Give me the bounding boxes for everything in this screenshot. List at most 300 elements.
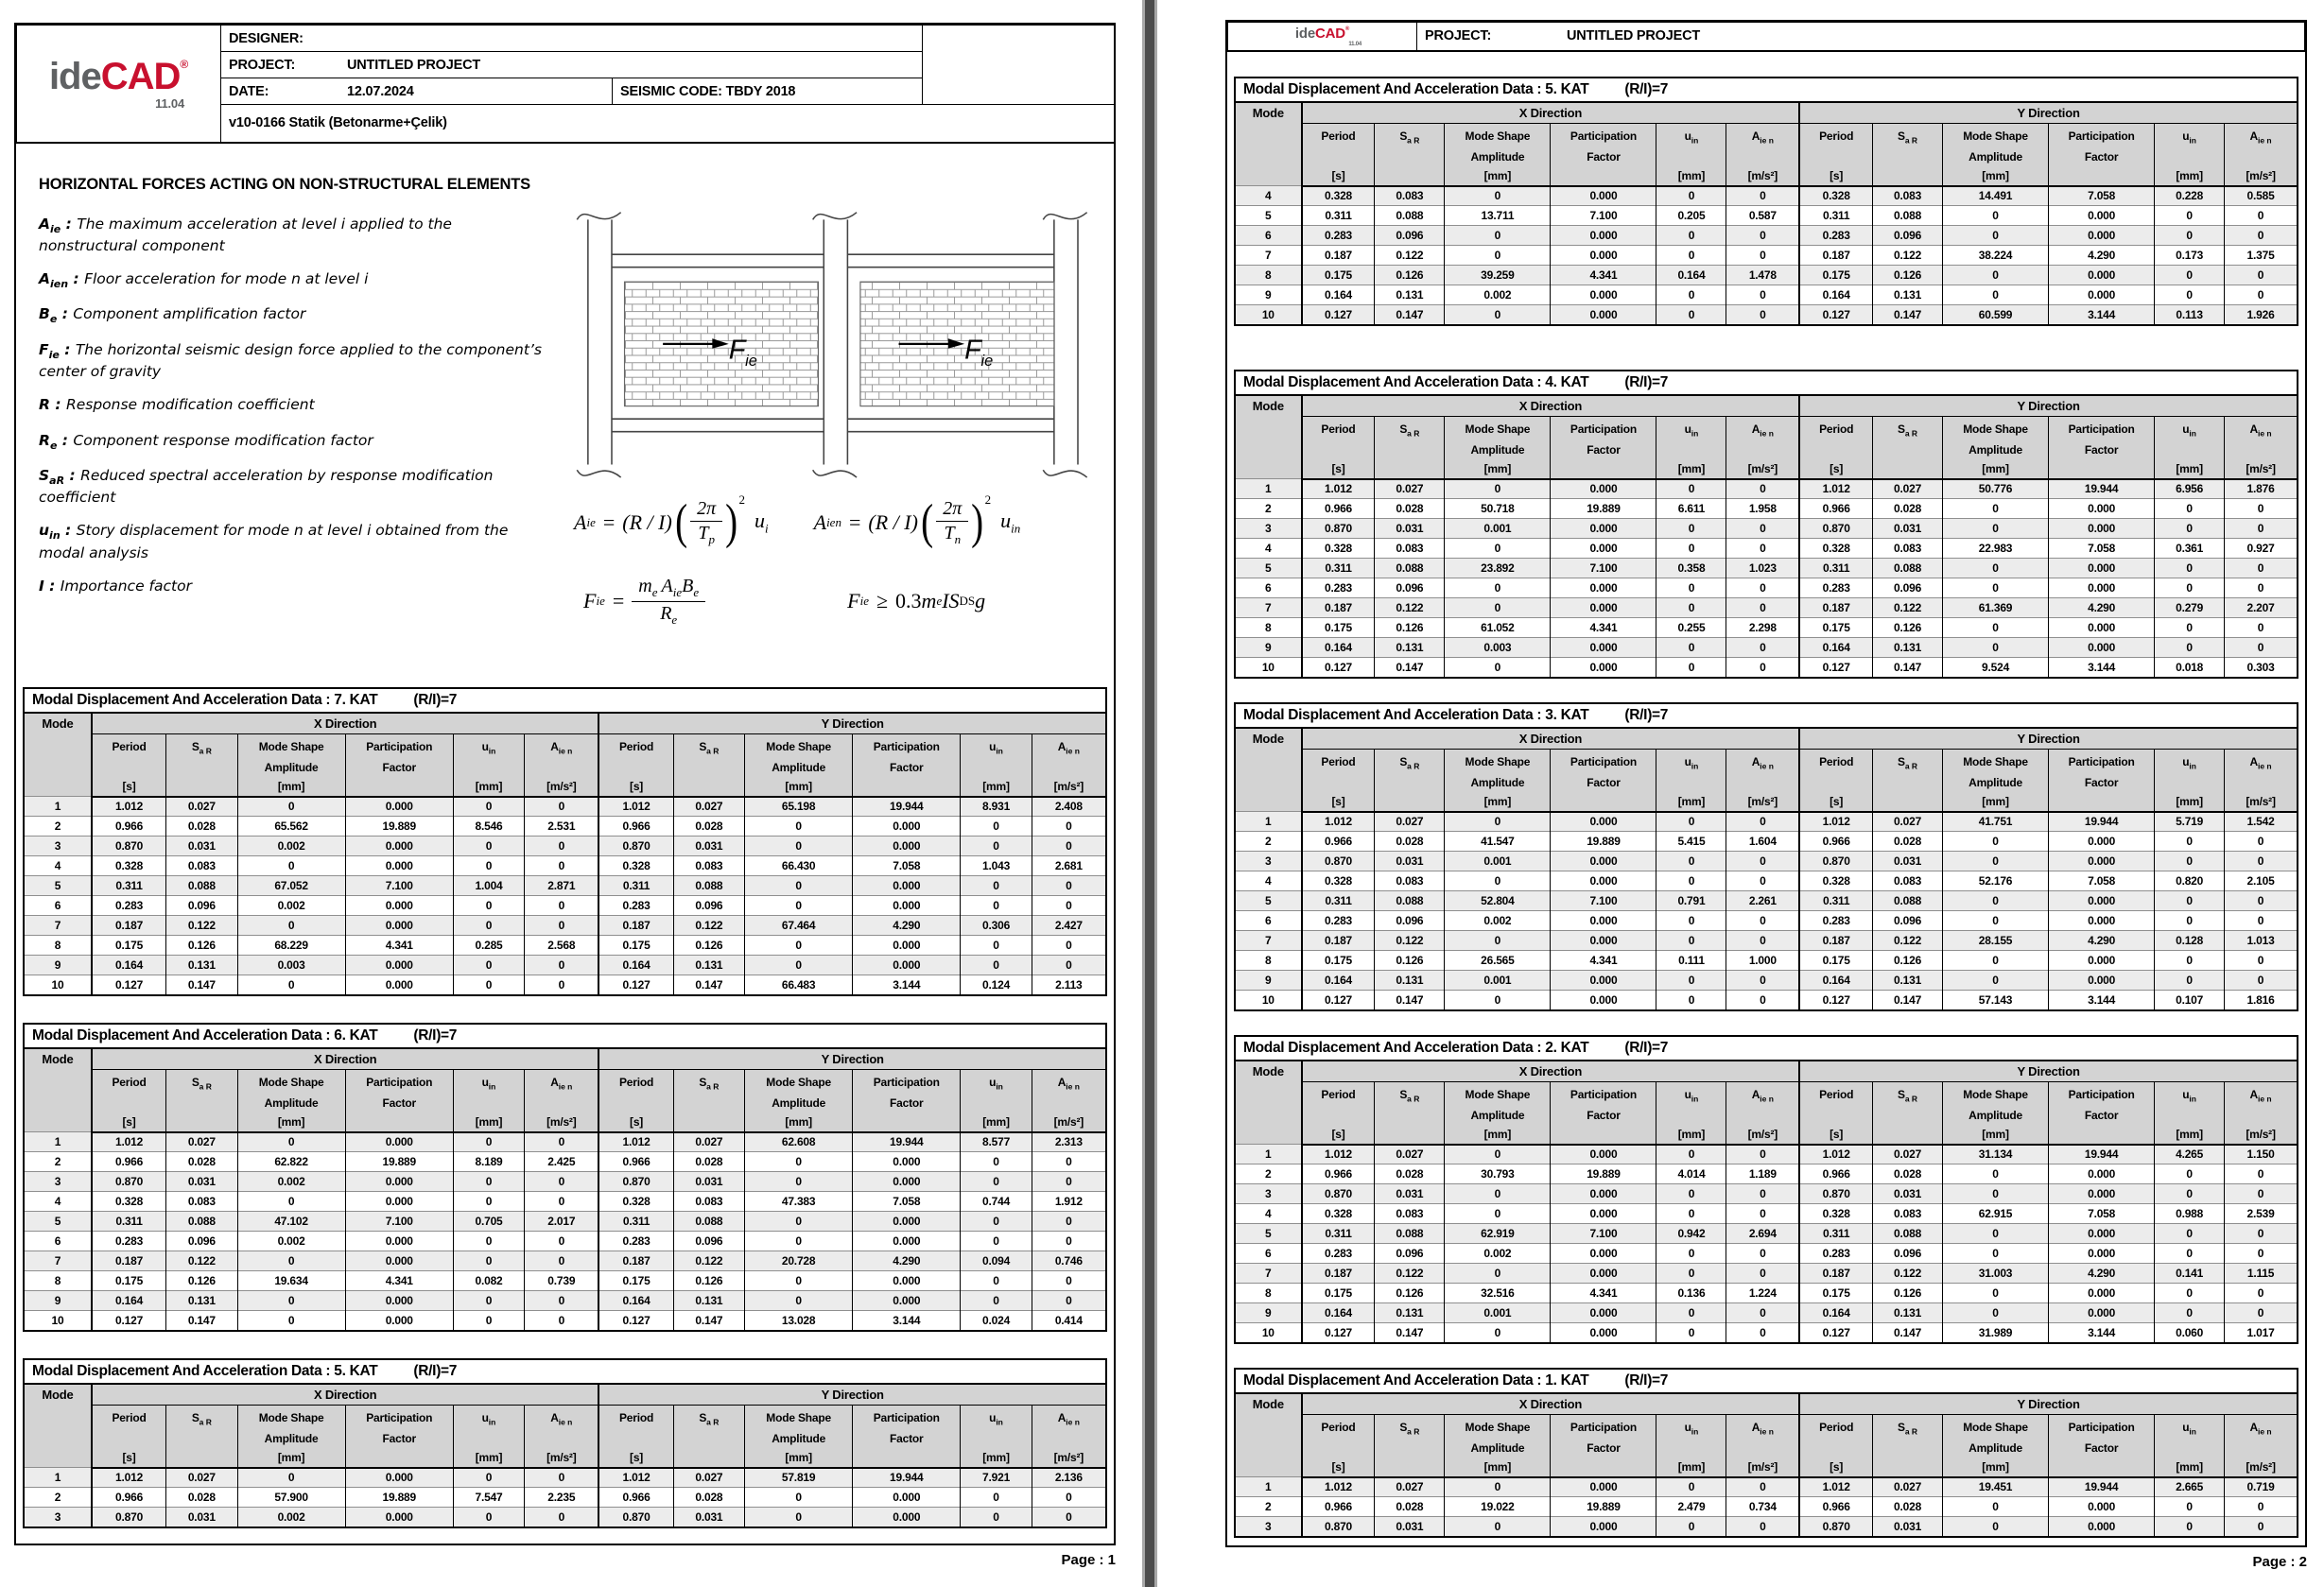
value-cell: 0: [745, 896, 853, 916]
value-cell: 0.870: [598, 837, 673, 856]
value-cell: 0.228: [2155, 186, 2225, 206]
value-cell: 0: [2225, 578, 2298, 598]
value-cell: 0.164: [1302, 638, 1375, 658]
table-ri-label: (R/I)=7: [413, 1362, 458, 1379]
date-label: DATE:: [229, 83, 269, 99]
x-direction-header: X Direction: [92, 1384, 599, 1406]
value-cell: 0.028: [166, 1152, 237, 1172]
value-cell: 19.889: [345, 1488, 453, 1508]
value-cell: 1.023: [1726, 559, 1799, 578]
value-cell: 0.311: [92, 1212, 166, 1232]
value-cell: 0.122: [673, 916, 744, 936]
kat-table: [23, 687, 1107, 996]
value-cell: 19.889: [1551, 1164, 1656, 1184]
value-cell: 0.147: [1873, 305, 1943, 325]
mode-column-header: Mode: [24, 1048, 92, 1132]
value-cell: 0: [961, 837, 1032, 856]
value-cell: 0.126: [1375, 951, 1445, 971]
value-cell: 0.187: [598, 916, 673, 936]
value-cell: 2.427: [1032, 916, 1106, 936]
value-cell: 0.328: [92, 1192, 166, 1212]
value-cell: 0: [1445, 871, 1551, 891]
value-cell: 0.094: [961, 1251, 1032, 1271]
value-cell: 0.000: [1551, 658, 1656, 678]
value-cell: 0.000: [2049, 519, 2155, 539]
value-cell: 3.144: [2049, 305, 2155, 325]
value-cell: 1.012: [92, 1132, 166, 1152]
aien-header: $A_{ie n}$ [m/s²]: [2225, 750, 2298, 812]
value-cell: 0.131: [1873, 971, 1943, 991]
participation-factor-header: Participation Factor: [1551, 750, 1656, 812]
project-field: [1417, 23, 2305, 51]
value-cell: 7.921: [961, 1468, 1032, 1488]
value-cell: 0: [1032, 1291, 1106, 1311]
value-cell: 0.000: [1551, 871, 1656, 891]
value-cell: 0.027: [166, 797, 237, 817]
y-direction-header: Y Direction: [1799, 728, 2298, 750]
value-cell: 1.012: [1302, 812, 1375, 832]
table-row: [24, 1212, 1106, 1232]
value-cell: 0: [2155, 638, 2225, 658]
table-row: [1235, 871, 2298, 891]
value-cell: 0.000: [1551, 479, 1656, 499]
value-cell: 0.131: [673, 956, 744, 975]
value-cell: 0: [2225, 911, 2298, 931]
value-cell: 0.164: [598, 1291, 673, 1311]
value-cell: 0: [1656, 971, 1726, 991]
value-cell: 0.000: [2049, 832, 2155, 852]
value-cell: 0.031: [1375, 519, 1445, 539]
uin-header: $u_{in}$ [mm]: [1656, 124, 1726, 186]
value-cell: 0.000: [345, 1172, 453, 1192]
value-cell: 5.415: [1656, 832, 1726, 852]
participation-factor-header: Participation Factor: [853, 734, 961, 797]
value-cell: 0.175: [1302, 1284, 1375, 1303]
table-row: [1235, 1164, 2298, 1184]
value-cell: 0.000: [1551, 578, 1656, 598]
value-cell: 4.341: [1551, 266, 1656, 285]
value-cell: 0: [453, 1291, 524, 1311]
uin-header: $u_{in}$ [mm]: [2155, 1415, 2225, 1477]
value-cell: 0.000: [2049, 618, 2155, 638]
uin-header: $u_{in}$ [mm]: [2155, 1082, 2225, 1145]
value-cell: 5.719: [2155, 812, 2225, 832]
value-cell: 19.889: [345, 1152, 453, 1172]
value-cell: 0.187: [92, 1251, 166, 1271]
mode-cell: 8: [24, 1271, 92, 1291]
modal-data-table: [23, 712, 1107, 996]
value-cell: 0.096: [1873, 1244, 1943, 1264]
value-cell: 0: [1032, 1152, 1106, 1172]
definition-item: $F_{ie}$ : The horizontal seismic design force applied to the component’s center of gravity: [39, 340, 542, 380]
value-cell: 0.988: [2155, 1204, 2225, 1224]
value-cell: 0.000: [1551, 1303, 1656, 1323]
value-cell: 67.052: [237, 876, 345, 896]
value-cell: 0: [745, 837, 853, 856]
value-cell: 47.383: [745, 1192, 853, 1212]
period-header: Period [s]: [598, 734, 673, 797]
value-cell: 0.122: [1375, 246, 1445, 266]
value-cell: 4.341: [1551, 618, 1656, 638]
definition-symbol: R: [39, 431, 50, 449]
value-cell: 19.022: [1445, 1497, 1551, 1517]
table-row: [1235, 891, 2298, 911]
value-cell: 0.285: [453, 936, 524, 956]
value-cell: 50.718: [1445, 499, 1551, 519]
mode-cell: 9: [24, 1291, 92, 1311]
value-cell: 0.028: [166, 817, 237, 837]
value-cell: 0: [237, 1311, 345, 1331]
value-cell: 0: [1445, 1264, 1551, 1284]
value-cell: 0: [1726, 1323, 1799, 1343]
value-cell: 0: [745, 1232, 853, 1251]
value-cell: 0.088: [1873, 206, 1943, 226]
value-cell: 0.126: [673, 1271, 744, 1291]
logo-version: 11.04: [155, 96, 184, 112]
value-cell: 0.306: [961, 916, 1032, 936]
value-cell: 0.175: [1799, 618, 1872, 638]
value-cell: 0.027: [166, 1132, 237, 1152]
value-cell: 2.105: [2225, 871, 2298, 891]
value-cell: 0: [1656, 871, 1726, 891]
value-cell: 0.870: [1799, 1517, 1872, 1537]
table-title: Modal Displacement And Acceleration Data : 6. KAT: [32, 1026, 378, 1044]
value-cell: 7.547: [453, 1488, 524, 1508]
value-cell: 0.283: [1302, 911, 1375, 931]
value-cell: 0.175: [1799, 951, 1872, 971]
table-row: [1235, 1184, 2298, 1204]
modal-data-table: [1234, 727, 2298, 1011]
header-empty-cell: [923, 26, 1115, 105]
value-cell: 47.102: [237, 1212, 345, 1232]
value-cell: 0.283: [1302, 578, 1375, 598]
value-cell: 31.989: [1943, 1323, 2049, 1343]
mode-shape-amplitude-header: Mode Shape Amplitude [mm]: [1445, 750, 1551, 812]
mode-shape-amplitude-header: Mode Shape Amplitude [mm]: [1943, 1082, 2049, 1145]
table-row: [24, 1152, 1106, 1172]
table-title-banner: [23, 1358, 1107, 1383]
value-cell: 1.013: [2225, 931, 2298, 951]
value-cell: 0.283: [1302, 226, 1375, 246]
report-header-table: [16, 25, 1115, 144]
table-row: [24, 956, 1106, 975]
value-cell: 0.328: [92, 856, 166, 876]
mode-cell: 1: [24, 1468, 92, 1488]
sar-header: $S_{a R}$: [1873, 1082, 1943, 1145]
value-cell: 4.265: [2155, 1145, 2225, 1164]
value-cell: 66.430: [745, 856, 853, 876]
value-cell: 0: [1032, 1212, 1106, 1232]
value-cell: 2.665: [2155, 1477, 2225, 1497]
mode-shape-amplitude-header: Mode Shape Amplitude [mm]: [1943, 750, 2049, 812]
value-cell: 0.088: [1873, 891, 1943, 911]
value-cell: 0: [1656, 1204, 1726, 1224]
definition-text: Reduced spectral acceleration by response modification coefficient: [39, 466, 494, 507]
value-cell: 0: [1656, 598, 1726, 618]
value-cell: 0: [2225, 1244, 2298, 1264]
value-cell: 0: [961, 896, 1032, 916]
modal-data-table: [1234, 101, 2298, 326]
mode-cell: 5: [1235, 891, 1302, 911]
value-cell: 0.000: [1551, 812, 1656, 832]
value-cell: 0.311: [1799, 559, 1872, 578]
table-row: [1235, 246, 2298, 266]
value-cell: 1.012: [1799, 812, 1872, 832]
page-1: [0, 0, 1142, 1587]
value-cell: 0.147: [166, 1311, 237, 1331]
uin-header: $u_{in}$ [mm]: [961, 1070, 1032, 1132]
value-cell: 0.088: [1375, 559, 1445, 578]
page-2-frame: [1225, 20, 2307, 1547]
value-cell: 7.058: [853, 1192, 961, 1212]
period-header: Period [s]: [1302, 750, 1375, 812]
uin-header: $u_{in}$ [mm]: [961, 1406, 1032, 1468]
definition-item: $u_{in}$ : Story displacement for mode n at level i obtained from the modal analysis: [39, 522, 509, 561]
value-cell: 0.175: [1302, 951, 1375, 971]
definition-text: Component amplification factor: [73, 305, 306, 323]
value-cell: 1.012: [1799, 1145, 1872, 1164]
value-cell: 0.927: [2225, 539, 2298, 559]
value-cell: 52.804: [1445, 891, 1551, 911]
value-cell: 0.096: [1873, 578, 1943, 598]
value-cell: 0.000: [1551, 1323, 1656, 1343]
value-cell: 0: [1445, 1517, 1551, 1537]
table-row: [24, 916, 1106, 936]
value-cell: 0.966: [598, 1488, 673, 1508]
value-cell: 0.942: [1656, 1224, 1726, 1244]
date-field: [221, 78, 613, 105]
value-cell: 0: [745, 1212, 853, 1232]
value-cell: 61.369: [1943, 598, 2049, 618]
value-cell: 0.000: [1551, 305, 1656, 325]
value-cell: 0.000: [853, 1152, 961, 1172]
value-cell: 0: [1032, 876, 1106, 896]
value-cell: 1.816: [2225, 991, 2298, 1010]
value-cell: 0: [2225, 891, 2298, 911]
aien-header: $A_{ie n}$ [m/s²]: [1032, 1070, 1106, 1132]
value-cell: 0.127: [598, 1311, 673, 1331]
value-cell: 0.000: [345, 1192, 453, 1212]
mode-shape-amplitude-header: Mode Shape Amplitude [mm]: [745, 734, 853, 797]
table-row: [1235, 578, 2298, 598]
value-cell: 0.000: [1551, 598, 1656, 618]
value-cell: 0: [745, 1488, 853, 1508]
value-cell: 0: [1726, 1244, 1799, 1264]
value-cell: 0.128: [2155, 931, 2225, 951]
mode-cell: 7: [1235, 1264, 1302, 1284]
value-cell: 0.147: [1375, 658, 1445, 678]
value-cell: 0.966: [1799, 499, 1872, 519]
value-cell: 0.870: [1302, 519, 1375, 539]
definition-symbol: A: [39, 215, 50, 233]
value-cell: 7.100: [345, 1212, 453, 1232]
value-cell: 0: [453, 837, 524, 856]
modal-data-table: [1234, 1392, 2298, 1538]
value-cell: 0.001: [1445, 971, 1551, 991]
value-cell: 0.328: [1302, 539, 1375, 559]
value-cell: 0: [1943, 1184, 2049, 1204]
value-cell: 0.127: [92, 975, 166, 995]
participation-factor-header: Participation Factor: [2049, 417, 2155, 479]
value-cell: 0: [2155, 971, 2225, 991]
value-cell: 0.000: [345, 856, 453, 876]
mode-cell: 10: [1235, 1323, 1302, 1343]
mode-cell: 4: [24, 856, 92, 876]
value-cell: 0: [1726, 539, 1799, 559]
mode-cell: 3: [1235, 852, 1302, 871]
participation-factor-header: Participation Factor: [345, 1406, 453, 1468]
mode-cell: 10: [24, 975, 92, 995]
value-cell: 0.746: [1032, 1251, 1106, 1271]
mode-cell: 2: [24, 1488, 92, 1508]
definition-item: $B_e$ : Component amplification factor: [39, 305, 306, 326]
value-cell: 0: [2225, 285, 2298, 305]
mode-shape-amplitude-header: Mode Shape Amplitude [mm]: [237, 1070, 345, 1132]
mode-cell: 7: [1235, 598, 1302, 618]
mode-cell: 6: [1235, 578, 1302, 598]
value-cell: 0.175: [1302, 266, 1375, 285]
value-cell: 0.000: [345, 797, 453, 817]
definition-item: $S_{aR}$ : Reduced spectral acceleration by response modification coefficient: [39, 466, 494, 507]
build-version-value: v10-0166 Statik (Betonarme+Çelik): [229, 115, 447, 131]
value-cell: 0.126: [1873, 1284, 1943, 1303]
value-cell: 41.547: [1445, 832, 1551, 852]
value-cell: 0.966: [1799, 1497, 1872, 1517]
value-cell: 0: [1032, 956, 1106, 975]
value-cell: 0.000: [2049, 1184, 2155, 1204]
value-cell: 2.207: [2225, 598, 2298, 618]
mode-shape-amplitude-header: Mode Shape Amplitude [mm]: [1445, 124, 1551, 186]
y-direction-header: Y Direction: [1799, 1393, 2298, 1415]
value-cell: 0.131: [166, 1291, 237, 1311]
value-cell: 0: [1943, 206, 2049, 226]
value-cell: 0: [2155, 951, 2225, 971]
value-cell: 13.711: [1445, 206, 1551, 226]
value-cell: 2.539: [2225, 1204, 2298, 1224]
value-cell: 0.000: [2049, 499, 2155, 519]
table-row: [1235, 479, 2298, 499]
value-cell: 0.000: [2049, 951, 2155, 971]
value-cell: 0: [2225, 519, 2298, 539]
table-row: [1235, 1145, 2298, 1164]
value-cell: 0: [1445, 598, 1551, 618]
logo-cad-text: CAD: [1314, 25, 1345, 42]
value-cell: 0: [237, 1132, 345, 1152]
table-title-banner: [23, 1023, 1107, 1047]
value-cell: 0: [2155, 559, 2225, 578]
value-cell: 0.283: [1799, 578, 1872, 598]
value-cell: 0.000: [853, 876, 961, 896]
table-title: Modal Displacement And Acceleration Data : 4. KAT: [1243, 373, 1589, 390]
value-cell: 2.871: [525, 876, 599, 896]
value-cell: 19.944: [853, 1468, 961, 1488]
value-cell: 0.000: [345, 1508, 453, 1527]
value-cell: 0: [2225, 832, 2298, 852]
value-cell: 1.012: [1799, 479, 1872, 499]
value-cell: 0: [1943, 1497, 2049, 1517]
seismic-code-value: SEISMIC CODE: TBDY 2018: [620, 83, 796, 99]
value-cell: 1.012: [92, 1468, 166, 1488]
participation-factor-header: Participation Factor: [1551, 417, 1656, 479]
value-cell: 0: [525, 1232, 599, 1251]
kat-tables-page1: [16, 687, 1114, 1528]
force-label: F: [964, 334, 981, 365]
mode-cell: 1: [24, 797, 92, 817]
value-cell: 0: [745, 1291, 853, 1311]
aien-header: $A_{ie n}$ [m/s²]: [2225, 124, 2298, 186]
aien-header: $A_{ie n}$ [m/s²]: [525, 734, 599, 797]
idecad-logo: [17, 26, 221, 143]
participation-factor-header: Participation Factor: [1551, 1082, 1656, 1145]
value-cell: 0.000: [2049, 852, 2155, 871]
value-cell: 0.000: [1551, 1517, 1656, 1537]
value-cell: 0.205: [1656, 206, 1726, 226]
value-cell: 0.791: [1656, 891, 1726, 911]
mode-cell: 10: [24, 1311, 92, 1331]
value-cell: 0.255: [1656, 618, 1726, 638]
value-cell: 0: [1726, 852, 1799, 871]
value-cell: 0: [1445, 1184, 1551, 1204]
value-cell: 4.341: [345, 936, 453, 956]
value-cell: 0: [1032, 837, 1106, 856]
value-cell: 20.728: [745, 1251, 853, 1271]
x-direction-header: X Direction: [92, 713, 599, 734]
definition-text: Response modification coefficient: [65, 396, 315, 414]
intro-block: [16, 194, 1114, 674]
value-cell: 0.000: [345, 1291, 453, 1311]
definition-item: R : Response modification coefficient: [39, 396, 315, 414]
project-label: PROJECT:: [229, 57, 296, 73]
value-cell: 7.058: [2049, 186, 2155, 206]
value-cell: 0: [1656, 1145, 1726, 1164]
value-cell: 32.516: [1445, 1284, 1551, 1303]
value-cell: 0.027: [1375, 1145, 1445, 1164]
page-footer: Page : 2: [2252, 1554, 2307, 1570]
value-cell: 0.870: [1302, 852, 1375, 871]
value-cell: 19.944: [853, 1132, 961, 1152]
y-direction-header: Y Direction: [598, 1048, 1106, 1070]
value-cell: 0.122: [1873, 598, 1943, 618]
participation-factor-header: Participation Factor: [1551, 124, 1656, 186]
aien-header: $A_{ie n}$ [m/s²]: [1726, 750, 1799, 812]
value-cell: 0: [1943, 1244, 2049, 1264]
formula-fie-minimum: F ie ≥ 0.3 m e I S DS g: [847, 589, 986, 612]
aien-header: $A_{ie n}$ [m/s²]: [2225, 1415, 2298, 1477]
sar-header: $S_{a R}$: [673, 734, 744, 797]
wall-diagram-figure: [557, 194, 1105, 628]
value-cell: 0.000: [1551, 1477, 1656, 1497]
mode-cell: 5: [24, 876, 92, 896]
value-cell: 1.012: [598, 797, 673, 817]
value-cell: 0.000: [345, 975, 453, 995]
value-cell: 0: [1445, 246, 1551, 266]
report-header-table: [1227, 22, 2305, 52]
value-cell: 0: [1032, 1172, 1106, 1192]
value-cell: 0.000: [2049, 911, 2155, 931]
y-direction-header: Y Direction: [598, 1384, 1106, 1406]
value-cell: 0.126: [1375, 266, 1445, 285]
mode-cell: 3: [24, 1508, 92, 1527]
value-cell: 3.144: [2049, 991, 2155, 1010]
value-cell: 3.144: [853, 1311, 961, 1331]
value-cell: 0.000: [2049, 1224, 2155, 1244]
value-cell: 0.147: [673, 975, 744, 995]
aien-header: $A_{ie n}$ [m/s²]: [2225, 1082, 2298, 1145]
value-cell: 0: [525, 1468, 599, 1488]
aien-header: $A_{ie n}$ [m/s²]: [1726, 417, 1799, 479]
logo-ide-text: ide: [1294, 25, 1315, 42]
value-cell: 0: [2225, 226, 2298, 246]
